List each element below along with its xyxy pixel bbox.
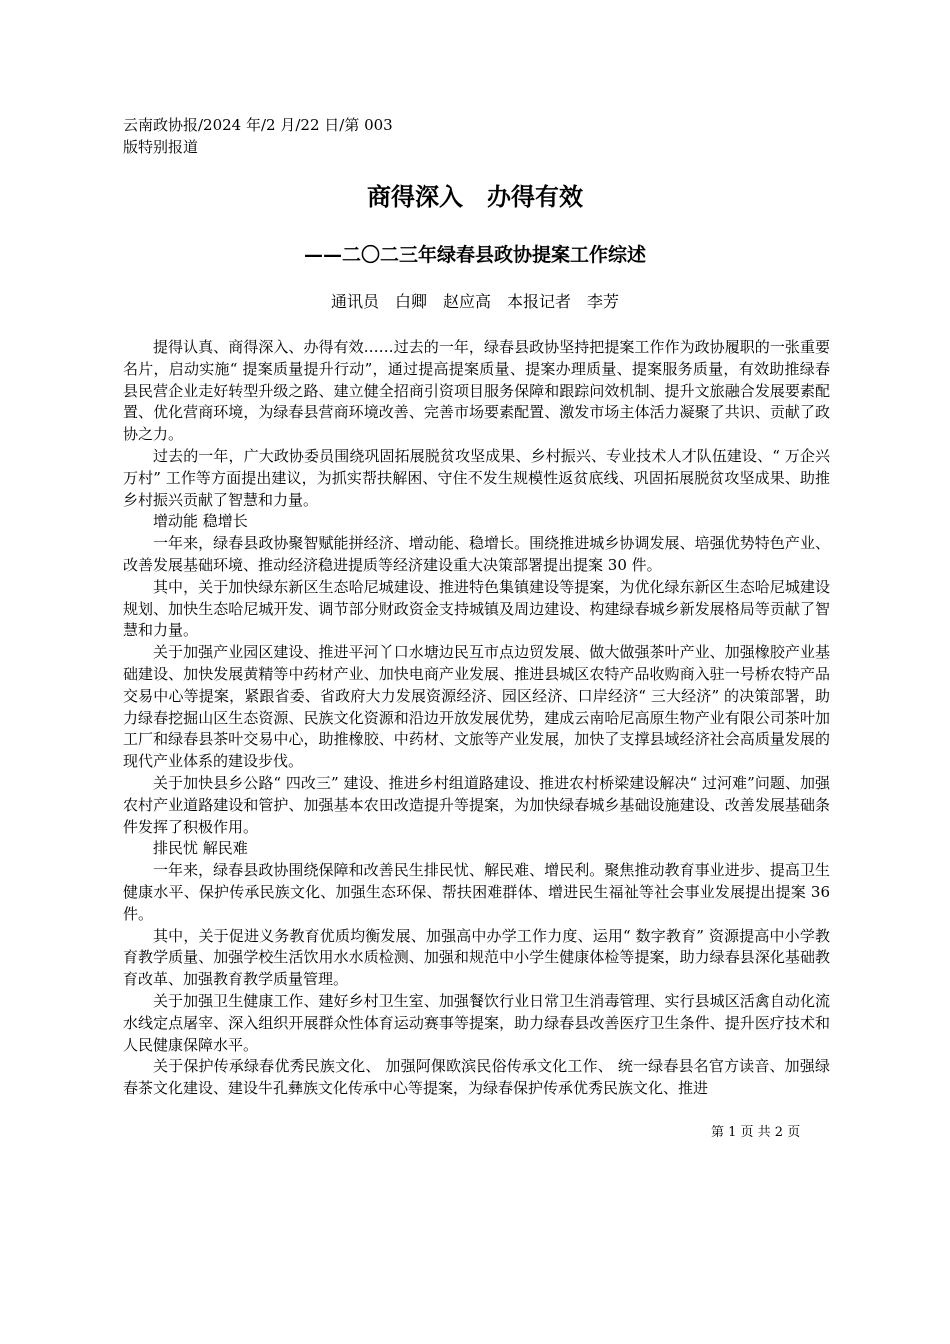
paragraph-4: 其中，关于加快绿东新区生态哈尼城建设、推进特色集镇建设等提案，为优化绿东新区生态哈尼城建设规划、加快生态哈尼城开发、调节部分财政资金支持城镇及周边建设、构建绿春城乡新发展格局等贡献了智慧和力量。 xyxy=(123,577,830,640)
publication-header xyxy=(123,114,423,158)
article-subtitle: ——二〇二三年绿春县政协提案工作综述 xyxy=(303,244,646,266)
article-byline: 通讯员 白卿 赵应高 本报记者 李芳 xyxy=(330,292,619,311)
header-line-1: 云南政协报/2024 年/2 月/22 日/第 003 xyxy=(123,116,393,134)
paragraph-7: 一年来，绿春县政协围绕保障和改善民生排民忧、解民难、增民利。聚焦推动教育事业进步、提高卫生健康水平、保护传承民族文化、加强生态环保、帮扶困难群体、增进民生福祉等社会事业发展提出提案 36 件。 xyxy=(123,861,830,923)
paragraph-9: 关于加强卫生健康工作、建好乡村卫生室、加强餐饮行业日常卫生消毒管理、实行县城区活禽自动化流水线定点屠宰、深入组织开展群众性体育运动赛事等提案，助力绿春县改善医疗卫生条件、提升医疗技术和人民健康保障水平。 xyxy=(123,991,830,1054)
paragraph-8: 其中，关于促进义务教育优质均衡发展、加强高中办学工作力度、运用“ 数字教育” 资源提高中小学教育教学质量、加强学校生活饮用水水质检测、加强和规范中小学生健康体检等提案，助力绿春县深化基础教育改革、加强教育教学质量管理。 xyxy=(123,926,830,989)
section-heading-growth: 增动能 稳增长 xyxy=(153,512,248,531)
paragraph-5: 关于加强产业园区建设、推进平河丫口水塘边民互市点边贸发展、做大做强茶叶产业、加强橡胶产业基础建设、加快发展黄精等中药材产业、加快电商产业发展、推进县城区农特产品收购商入驻一号桥农特产品交易中心等提案，紧跟省委、省政府大力发展资源经济、园区经济、口岸经济“ 三大经济” 的决策部署，助力绿春挖掘山区生态资源、民族文化资源和沿边开放发展优势，建成云南哈尼高原生物产业有限公司茶叶加工厂和绿春县茶叶交易中心，助推橡胶、中药材、文旅等产业发展，加快了支撑县域经济社会高质量发展的现代产业体系的建设步伐。 xyxy=(123,643,830,771)
section-heading-livelihood: 排民忧 解民难 xyxy=(153,839,248,858)
article-title: 商得深入 办得有效 xyxy=(367,182,583,211)
paragraph-1: 提得认真、商得深入、办得有效……过去的一年，绿春县政协坚持把提案工作作为政协履职的一张重要名片，启动实施“ 提案质量提升行动”，通过提高提案质量、提案办理质量、提案服务质量，有效助推绿春县民营企业走好转型升级之路、建立健全招商引资项目服务保障和跟踪问效机制、提升文旅融合发展要素配置、优化营商环境，为绿春县营商环境改善、完善市场要素配置、激发市场主体活力凝聚了共识、贡献了政协之力。 xyxy=(123,338,830,444)
paragraph-10: 关于保护传承绿春优秀民族文化、 加强阿倮欧滨民俗传承文化工作、 统一绿春县名官方读音、加强绿春茶文化建设、建设牛孔彝族文化传承中心等提案，为绿春保护传承优秀民族文化、推进 xyxy=(123,1057,830,1098)
paragraph-2: 过去的一年，广大政协委员围绕巩固拓展脱贫攻坚成果、乡村振兴、专业技术人才队伍建设、“ 万企兴万村” 工作等方面提出建议，为抓实帮扶解困、守住不发生规模性返贫底线、巩固拓展脱贫攻坚成果、助推乡村振兴贡献了智慧和力量。 xyxy=(123,446,830,509)
paragraph-3: 一年来，绿春县政协聚智赋能拼经济、增动能、稳增长。围绕推进城乡协调发展、培强优势特色产业、改善发展基础环境、推动经济稳进提质等经济建设重大决策部署提出提案 30 件。 xyxy=(123,534,830,574)
paragraph-6: 关于加快县乡公路“ 四改三” 建设、推进乡村组道路建设、推进农村桥梁建设解决“ 过河难”问题、加强农村产业道路建设和管护、加强基本农田改造提升等提案，为加快绿春城乡基础设施建设、改善发展基础条件发挥了积极作用。 xyxy=(123,773,830,836)
article-body xyxy=(123,337,830,1100)
header-line-2: 版特别报道 xyxy=(123,138,199,156)
page-number: 第 1 页 共 2 页 xyxy=(711,1125,801,1140)
